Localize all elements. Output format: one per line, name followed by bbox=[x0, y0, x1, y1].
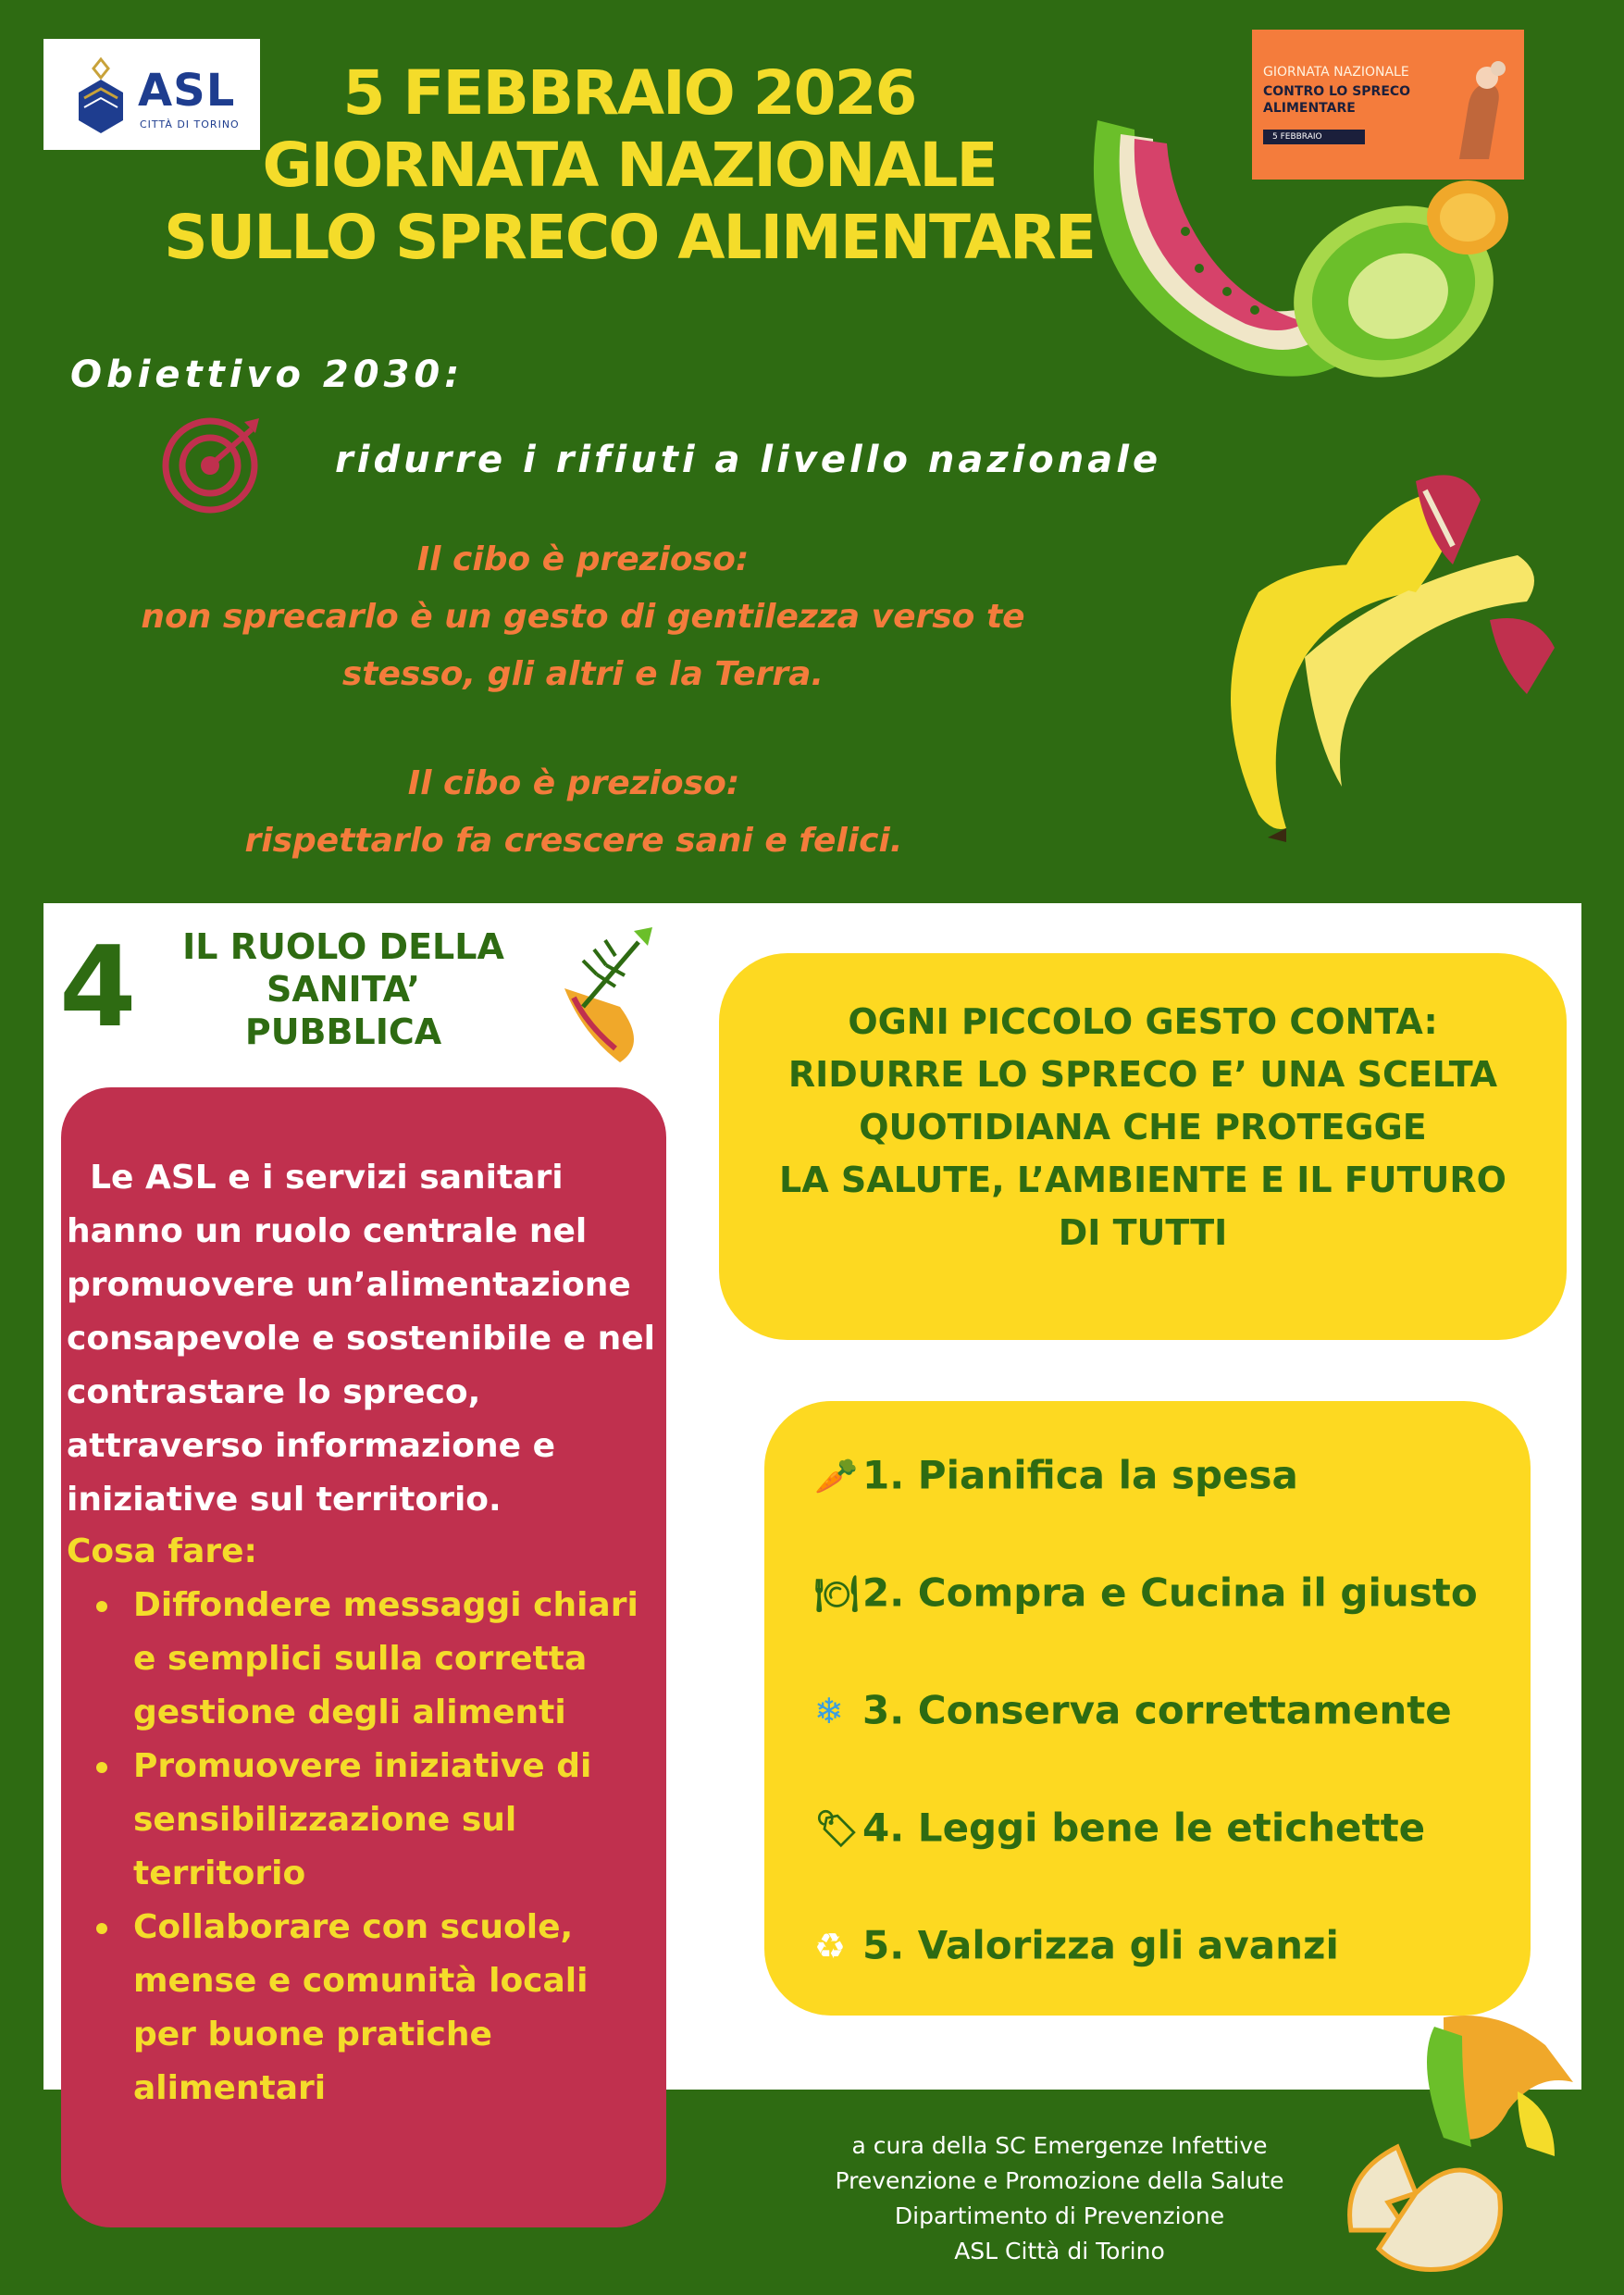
snowflake-icon: ❄ bbox=[814, 1690, 844, 1731]
quote-line: stesso, gli altri e la Terra. bbox=[341, 655, 824, 693]
text-line: Le ASL e i servizi sanitari bbox=[67, 1159, 564, 1197]
objective-text: ridurre i rifiuti a livello nazionale bbox=[335, 439, 1162, 481]
motto-text bbox=[719, 996, 1567, 1259]
list-item: Diffondere messaggi chiari e semplici sulla corretta gestione degli alimenti bbox=[67, 1579, 659, 1740]
asl-logo-subtitle: CITTÀ DI TORINO bbox=[140, 118, 240, 130]
tip-item: 🍽2. Compra e Cucina il giusto bbox=[814, 1563, 1478, 1619]
target-icon bbox=[159, 415, 261, 516]
motto-line: OGNI PICCOLO GESTO CONTA: bbox=[848, 1001, 1438, 1042]
motto-line: DI TUTTI bbox=[1058, 1212, 1228, 1253]
quote-kindness bbox=[74, 531, 1092, 703]
motto-line: RIDURRE LO SPRECO E’ UNA SCELTA bbox=[787, 1054, 1498, 1095]
title-line: 5 FEBBRAIO 2026 bbox=[342, 57, 916, 129]
tip-item: ♻ 5. Valorizza gli avanzi bbox=[814, 1916, 1339, 1971]
public-health-text bbox=[67, 1151, 668, 1527]
footer-line: a cura della SC Emergenze Infettive bbox=[851, 2132, 1268, 2159]
footer-credits bbox=[796, 2128, 1323, 2269]
text-line: attraverso informazione e bbox=[67, 1427, 556, 1465]
section-title-line: IL RUOLO DELLA bbox=[182, 926, 504, 967]
text-line: iniziative sul territorio. bbox=[67, 1481, 502, 1519]
quote-line: non sprecarlo è un gesto di gentilezza verso te bbox=[141, 598, 1025, 636]
quote-line: Il cibo è prezioso: bbox=[416, 540, 750, 578]
page-title bbox=[120, 57, 1138, 274]
list-item: Promuovere iniziative di sensibilizzazione sul territorio bbox=[67, 1740, 659, 1901]
section-title-line: PUBBLICA bbox=[244, 1011, 442, 1052]
motto-line: LA SALUTE, L’AMBIENTE E IL FUTURO bbox=[779, 1160, 1506, 1200]
motto-line: QUOTIDIANA CHE PROTEGGE bbox=[859, 1107, 1427, 1148]
asl-logo-name: ASL bbox=[138, 65, 236, 117]
quote-line: Il cibo è prezioso: bbox=[407, 764, 740, 802]
tip-item: ❄ 3. Conserva correttamente bbox=[814, 1681, 1452, 1736]
quote-respect bbox=[74, 755, 1073, 870]
carrot-icon: 🥕 bbox=[814, 1455, 859, 1496]
title-line: SULLO SPRECO ALIMENTARE bbox=[164, 202, 1095, 273]
banana-illustration bbox=[1203, 463, 1564, 842]
fish-bone-icon bbox=[546, 924, 657, 1072]
section-title-line: SANITA’ bbox=[266, 969, 421, 1010]
bullet-icon bbox=[96, 1923, 107, 1934]
quote-line: rispettarlo fa crescere sani e felici. bbox=[244, 822, 903, 860]
tip-item: 🏷4. Leggi bene le etichette bbox=[814, 1798, 1425, 1854]
label-icon: 🏷 bbox=[814, 1807, 860, 1849]
what-to-do-list bbox=[67, 1579, 659, 2115]
banner-date: 5 FEBBRAIO bbox=[1263, 130, 1365, 144]
text-line: promuovere un’alimentazione bbox=[67, 1266, 631, 1304]
list-item: Collaborare con scuole, mense e comunità locali per buone pratiche alimentari bbox=[67, 1901, 659, 2115]
title-line: GIORNATA NAZIONALE bbox=[262, 130, 997, 201]
plate-icon: 🍽 bbox=[814, 1572, 860, 1614]
section-number: 4 bbox=[59, 924, 137, 1052]
bullet-icon bbox=[96, 1762, 107, 1773]
banner-line: CONTRO LO SPRECO ALIMENTARE bbox=[1263, 84, 1411, 116]
text-line: consapevole e sostenibile e nel bbox=[67, 1320, 655, 1358]
recycle-icon: ♻ bbox=[814, 1925, 847, 1966]
what-to-do-heading: Cosa fare: bbox=[67, 1532, 257, 1570]
footer-line: Dipartimento di Prevenzione bbox=[894, 2202, 1225, 2229]
objective-label: Obiettivo 2030: bbox=[70, 354, 465, 396]
banner-line: GIORNATA NAZIONALE bbox=[1263, 65, 1409, 80]
tip-item: 🥕 1. Pianifica la spesa bbox=[814, 1445, 1298, 1501]
bullet-icon bbox=[96, 1601, 107, 1612]
footer-line: Prevenzione e Promozione della Salute bbox=[835, 2167, 1284, 2194]
text-line: contrastare lo spreco, bbox=[67, 1373, 481, 1411]
eggshell-illustration bbox=[1333, 2008, 1592, 2286]
section-title bbox=[154, 925, 533, 1053]
footer-line: ASL Città di Torino bbox=[954, 2238, 1165, 2264]
watermelon-avocado-illustration bbox=[1079, 102, 1542, 407]
text-line: hanno un ruolo centrale nel bbox=[67, 1212, 588, 1250]
